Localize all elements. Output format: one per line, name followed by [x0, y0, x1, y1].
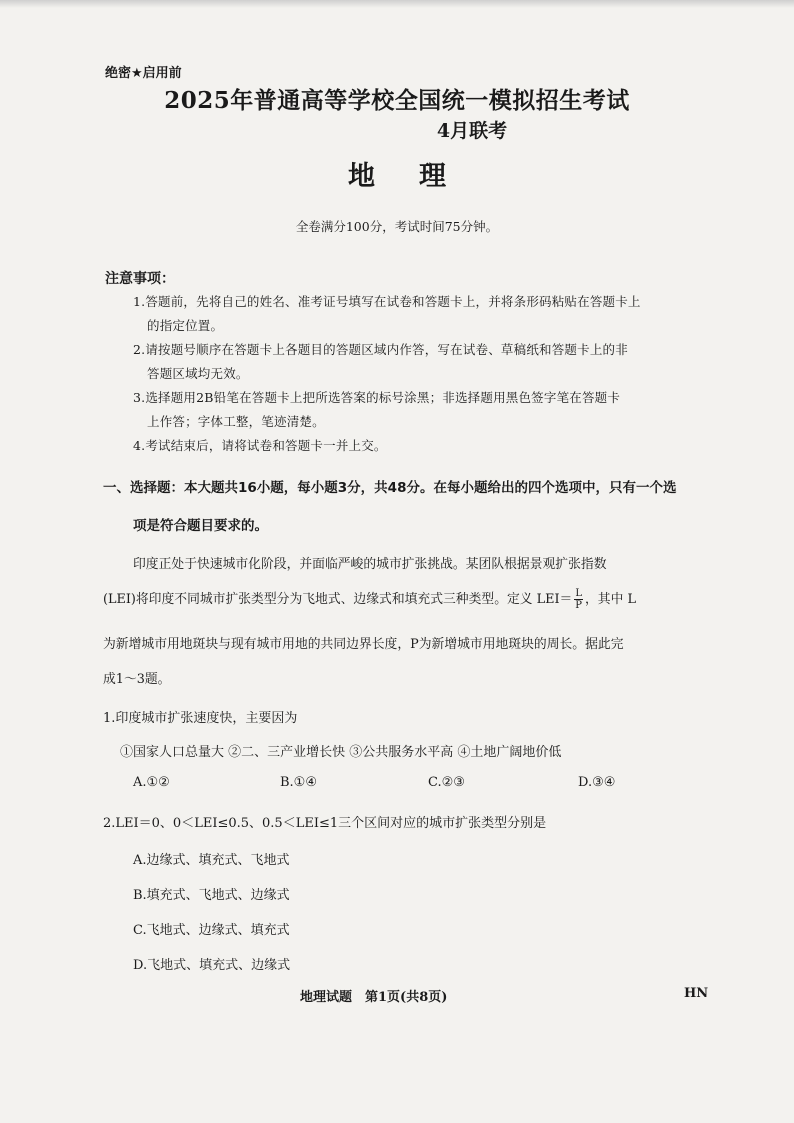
question-2-stem: 2.LEI＝0、0＜LEI≤0.5、0.5＜LEI≤1三个区间对应的城市扩张类型分别是 [103, 816, 547, 831]
section-heading: 一、选择题：本大题共16小题，每小题3分，共48分。在每小题给出的四个选项中，只有一个选 [103, 480, 677, 496]
question-2-option-d[interactable]: D.飞地式、填充式、边缘式 [133, 958, 291, 973]
page-footer: 地理试题 第1页(共8页) [300, 990, 448, 1005]
question-2-option-c[interactable]: C.飞地式、边缘式、填充式 [133, 923, 290, 938]
question-1-stem: 1.印度城市扩张速度快，主要因为 [103, 711, 298, 726]
passage-line: 为新增城市用地斑块与现有城市用地的共同边界长度，P为新增城市用地斑块的周长。据此完 [103, 637, 624, 652]
notice-line: 4.考试结束后，请将试卷和答题卡一并上交。 [133, 438, 387, 453]
scan-edge [0, 0, 794, 8]
notice-line: 2.请按题号顺序在答题卡上各题目的答题区域内作答，写在试卷、草稿纸和答题卡上的非 [133, 342, 628, 357]
question-1-option-b[interactable]: B.①④ [280, 775, 317, 790]
notice-line: 答题区域均无效。 [147, 366, 249, 381]
notice-line: 上作答；字体工整，笔迹清楚。 [147, 414, 325, 429]
passage-text: ，其中 L [584, 592, 636, 607]
exam-subtitle-text: 4月联考 [436, 120, 508, 142]
secret-label: 绝密★启用前 [105, 66, 182, 81]
subject-title: 地理 [348, 161, 490, 192]
region-code: HN [684, 986, 709, 1001]
question-2-option-a[interactable]: A.边缘式、填充式、飞地式 [133, 853, 290, 868]
exam-title: 2025年普通高等学校全国统一模拟招生考试 [164, 87, 630, 114]
passage-line: 成1～3题。 [103, 672, 171, 687]
passage-line-formula [103, 588, 636, 611]
exam-subtitle [0, 116, 794, 143]
question-1-option-c[interactable]: C.②③ [428, 775, 465, 790]
question-1-option-d[interactable]: D.③④ [578, 775, 616, 790]
notice-line: 的指定位置。 [147, 318, 224, 333]
section-heading-cont: 项是符合题目要求的。 [133, 518, 268, 534]
notice-title: 注意事项： [105, 271, 175, 287]
passage-text: (LEI)将印度不同城市扩张类型分为飞地式、边缘式和填充式三种类型。定义 LEI＝ [103, 592, 573, 607]
question-1-statements: ①国家人口总量大 ②二、三产业增长快 ③公共服务水平高 ④土地广阔地价低 [120, 745, 562, 760]
fraction-numerator: L [575, 588, 582, 599]
notice-line: 3.选择题用2B铅笔在答题卡上把所选答案的标号涂黑；非选择题用黑色签字笔在答题卡 [133, 390, 621, 405]
exam-info: 全卷满分100分，考试时间75分钟。 [295, 219, 499, 234]
question-1-option-a[interactable]: A.①② [133, 775, 170, 790]
notice-line: 1.答题前，先将自己的姓名、准考证号填写在试卷和答题卡上，并将条形码粘贴在答题卡上 [133, 294, 641, 309]
lei-fraction [574, 588, 583, 611]
question-2-option-b[interactable]: B.填充式、飞地式、边缘式 [133, 888, 290, 903]
passage-line: 印度正处于快速城市化阶段，并面临严峻的城市扩张挑战。某团队根据景观扩张指数 [133, 557, 607, 572]
fraction-denominator: P [575, 600, 583, 611]
